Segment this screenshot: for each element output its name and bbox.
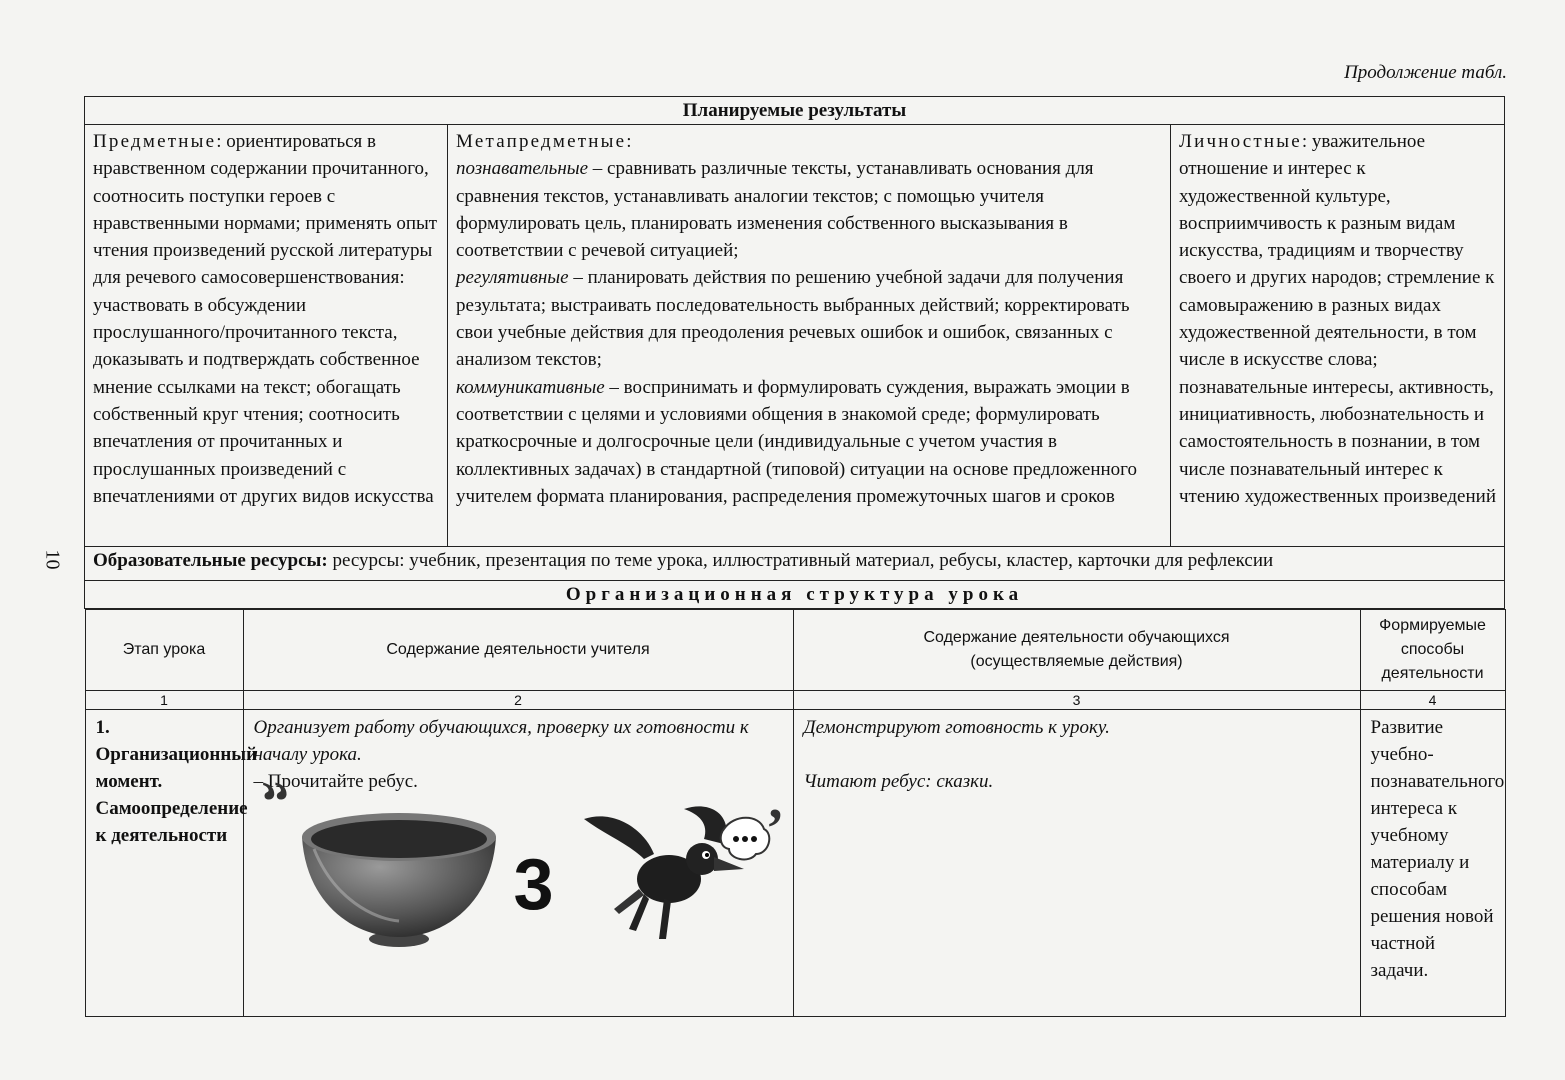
cognitive-label: познавательные <box>456 158 589 180</box>
students-header-line2: (осуществляемые действия) <box>970 653 1183 670</box>
educational-resources-row <box>85 547 1505 581</box>
students-activity-cell <box>793 710 1360 1017</box>
formed-header-line2: способы <box>1400 641 1465 658</box>
org-structure-container <box>85 609 1505 1018</box>
subject-results-cell <box>85 125 448 547</box>
formed-activities-cell: Развитие учебно-познавательного интереса к учебному материалу и способам решения новой частной задачи. <box>1360 710 1505 1017</box>
table-continuation-caption: Продолжение табл. <box>1344 62 1507 83</box>
crow-icon <box>574 799 774 949</box>
rebus-quote-right: , <box>768 769 783 831</box>
teacher-instruction: Организует работу обучающихся, проверку их готовности к началу урока. <box>253 717 749 765</box>
bowl-icon <box>294 809 504 949</box>
personal-results-cell <box>1171 125 1505 547</box>
rebus-digit: 3 <box>513 845 554 925</box>
column-number-3: 3 <box>793 691 1360 710</box>
page-number: 10 <box>41 549 64 570</box>
meta-results-label: Метапредметные <box>456 131 627 152</box>
students-readiness: Демонстрируют готовность к уроку. <box>803 717 1110 738</box>
column-header-stage: Этап урока <box>85 610 243 691</box>
planned-results-header: Планируемые результаты <box>85 97 1505 125</box>
lesson-plan-table <box>84 96 1505 1017</box>
column-number-2: 2 <box>243 691 793 710</box>
meta-results-cell <box>448 125 1171 547</box>
column-header-students <box>793 610 1360 691</box>
column-header-formed <box>1360 610 1505 691</box>
communicative-text: – воспринимать и формулировать суждения, выражать эмоции в соответствии с целями и условиями общения в знакомой среде; формулировать краткосрочные и долгосрочные цели (индивидуальные с учетом участия в коллективных задачах) в стандартной (типовой) ситуации на основе предложенного учителем формата планирования, распределения промежуточных шагов и сроков <box>456 376 1137 507</box>
regulatory-text: – планировать действия по решению учебной задачи для получения результата; выстраивать последовательность выбранных действий; корректировать свои учебные действия для преодоления речевых ошибок и ошибок, связанных с анализом текстов; <box>456 267 1130 371</box>
column-number-1: 1 <box>85 691 243 710</box>
personal-results-label: Личностные <box>1179 131 1302 152</box>
students-rebus-answer: Читают ребус: сказки. <box>803 771 994 792</box>
resources-text: ресурсы: учебник, презентация по теме урока, иллюстративный материал, ребусы, кластер, карточки для рефлексии <box>327 550 1274 571</box>
rebus-quote-left: „ <box>261 778 290 840</box>
regulatory-label: регулятивные <box>456 267 569 289</box>
subject-results-text: : ориентироваться в нравственном содержании прочитанного, соотносить поступки героев с нравственными нормами; применять опыт чтения произведений русской литературы для речевого самосовершенствования: участвовать в обсуждении прослушанного/прочитанного текста, доказывать и подтверждать собственное мнение ссылками на текст; обогащать собственный круг чтения; соотносить впечатления от прочитанных и прослушанных произведений с впечатлениями от других видов искусства <box>93 131 438 507</box>
meta-results-colon: : <box>626 131 632 152</box>
column-header-teacher: Содержание деятельности учителя <box>243 610 793 691</box>
personal-results-text: : уважительное отношение и интерес к художественной культуре, восприимчивость к разным видам искусства, традициям и творчеству своего и других народов; стремление к самовыражению в разных видах художественной деятельности, в том числе в искусстве слова; познавательные интересы, активность, инициативность, любознательность и самостоятельность в познании, в том числе познавательный интерес к чтению художественных произведений <box>1179 131 1496 507</box>
org-structure-table <box>85 609 1506 1017</box>
formed-header-line3: деятельности <box>1381 665 1484 682</box>
lesson-stage-cell: 1. Организационный момент. Самоопределение к деятельности <box>85 710 243 1017</box>
formed-header-line1: Формируемые <box>1379 617 1486 634</box>
column-number-4: 4 <box>1360 691 1505 710</box>
subject-results-label: Предметные <box>93 131 217 152</box>
students-header-line1: Содержание деятельности обучающихся <box>923 629 1230 646</box>
teacher-prompt: – Прочитайте ребус. <box>253 771 418 792</box>
teacher-activity-cell <box>243 710 793 1017</box>
resources-label: Образовательные ресурсы: <box>93 550 328 571</box>
cognitive-text: – сравнивать различные тексты, устанавливать основания для сравнения текстов, устанавливать аналогии текстов; с помощью учителя формулировать цель, планировать изменения собственного высказывания в соответствии с речевой ситуацией; <box>456 158 1094 262</box>
communicative-label: коммуникативные <box>456 376 605 398</box>
org-structure-header: Организационная структура урока <box>85 581 1505 609</box>
